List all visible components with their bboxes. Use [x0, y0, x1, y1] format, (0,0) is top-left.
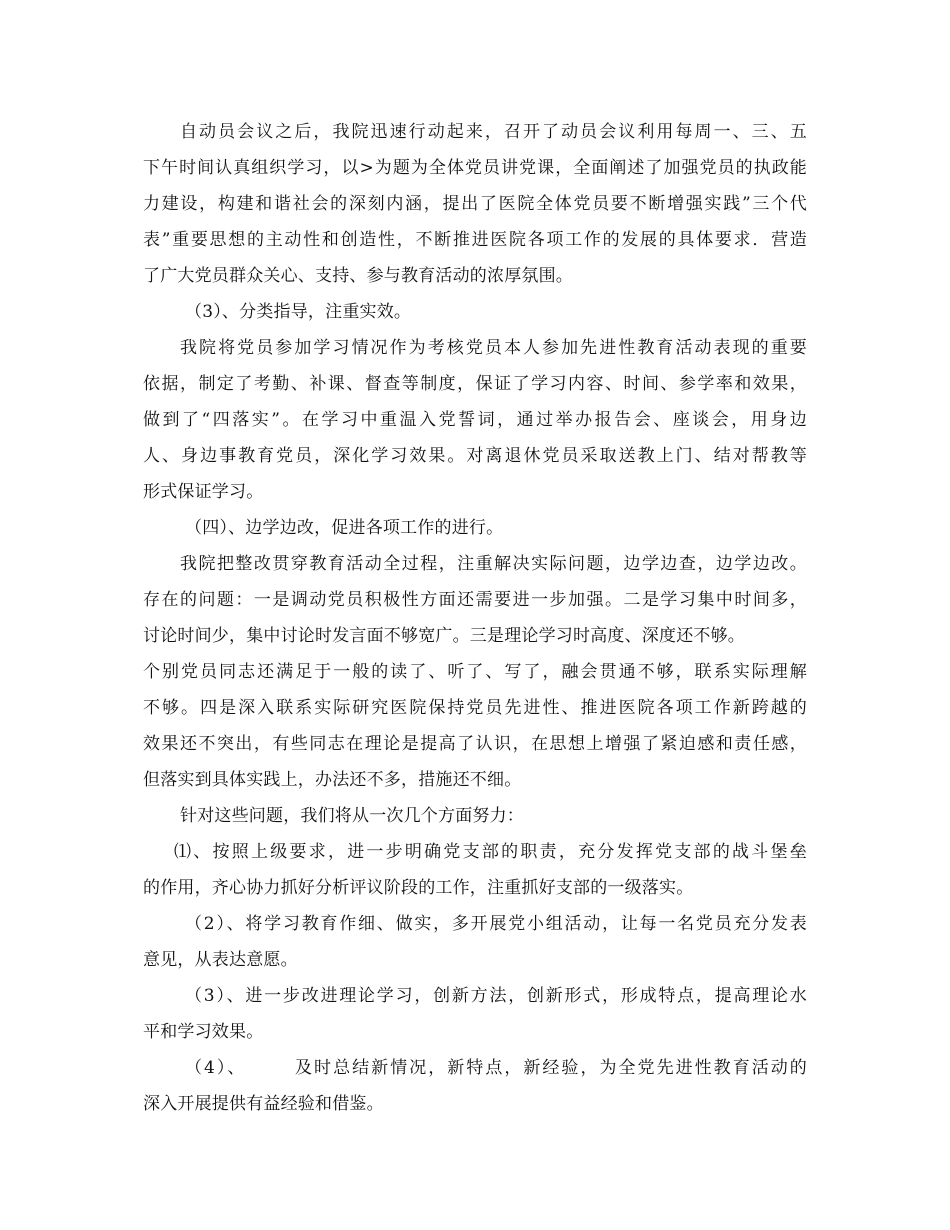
list-item-line: 的作用，齐心协力抓好分析评议阶段的工作，注重抓好支部的一级落实。: [143, 878, 694, 898]
paragraph-line: 针对这些问题，我们将从一次几个方面努力：: [180, 806, 524, 826]
paragraph-line: 讨论时间少，集中讨论时发言面不够宽广。三是理论学习时高度、深度还不够。: [143, 626, 745, 646]
list-item-line: ⑴、按照上级要求，进一步明确党支部的职责，充分发挥党支部的战斗堡垒: [174, 842, 807, 862]
paragraph-line: 做到了“四落实”。在学习中重温入党誓词，通过举办报告会、座谈会，用身边: [143, 410, 807, 430]
list-item-line: （2）、将学习教育作细、做实，多开展党小组活动，让每一名党员充分发表: [185, 914, 807, 934]
paragraph-line: 但落实到具体实践上，办法还不多，措施还不细。: [143, 770, 522, 790]
paragraph-line: 我院将党员参加学习情况作为考核党员本人参加先进性教育活动表现的重要: [180, 338, 807, 358]
section-heading: （四）、边学边改，促进各项工作的进行。: [185, 518, 504, 538]
paragraph-line: 不够。四是深入联系实际研究医院保持党员先进性、推进医院各项工作新跨越的: [143, 698, 807, 718]
paragraph-line: 自动员会议之后，我院迅速行动起来，召开了动员会议利用每周一、三、五: [180, 122, 807, 142]
list-item-line: 意见，从表达意愿。: [143, 950, 298, 970]
list-item-line: 平和学习效果。: [143, 1022, 264, 1042]
list-item-line: 深入开展提供有益经验和借鉴。: [143, 1094, 384, 1114]
list-item-line: （3）、进一步改进理论学习，创新方法，创新形式，形成特点，提高理论水: [185, 986, 807, 1006]
paragraph-line: 下午时间认真组织学习，以>为题为全体党员讲党课，全面阐述了加强党员的执政能: [143, 158, 807, 178]
paragraph-line: 个别党员同志还满足于一般的读了、听了、写了，融会贯通不够，联系实际理解: [143, 662, 807, 682]
paragraph-line: 了广大党员群众关心、支持、参与教育活动的浓厚氛围。: [143, 266, 573, 286]
paragraph-line: 力建设，构建和谐社会的深刻内涵，提出了医院全体党员要不断增强实践”三个代: [143, 194, 807, 214]
section-heading: （3）、分类指导，注重实效。: [185, 302, 412, 322]
paragraph-line: 表”重要思想的主动性和创造性，不断推进医院各项工作的发展的具体要求．营造: [143, 230, 807, 250]
paragraph-line: 形式保证学习。: [143, 482, 264, 502]
paragraph-line: 人、身边事教育党员，深化学习效果。对离退休党员采取送教上门、结对帮教等: [143, 446, 807, 466]
paragraph-line: 存在的问题：一是调动党员积极性方面还需要进一步加强。二是学习集中时间多，: [143, 590, 807, 610]
paragraph-line: 依据，制定了考勤、补课、督查等制度，保证了学习内容、时间、参学率和效果，: [143, 374, 807, 394]
paragraph-line: 我院把整改贯穿教育活动全过程，注重解决实际问题，边学边查，边学边改。: [180, 554, 807, 574]
list-item-line: （4）、 及时总结新情况，新特点，新经验，为全党先进性教育活动的: [185, 1058, 807, 1078]
paragraph-line: 效果还不突出，有些同志在理论是提高了认识，在思想上增强了紧迫感和责任感，: [143, 734, 807, 754]
